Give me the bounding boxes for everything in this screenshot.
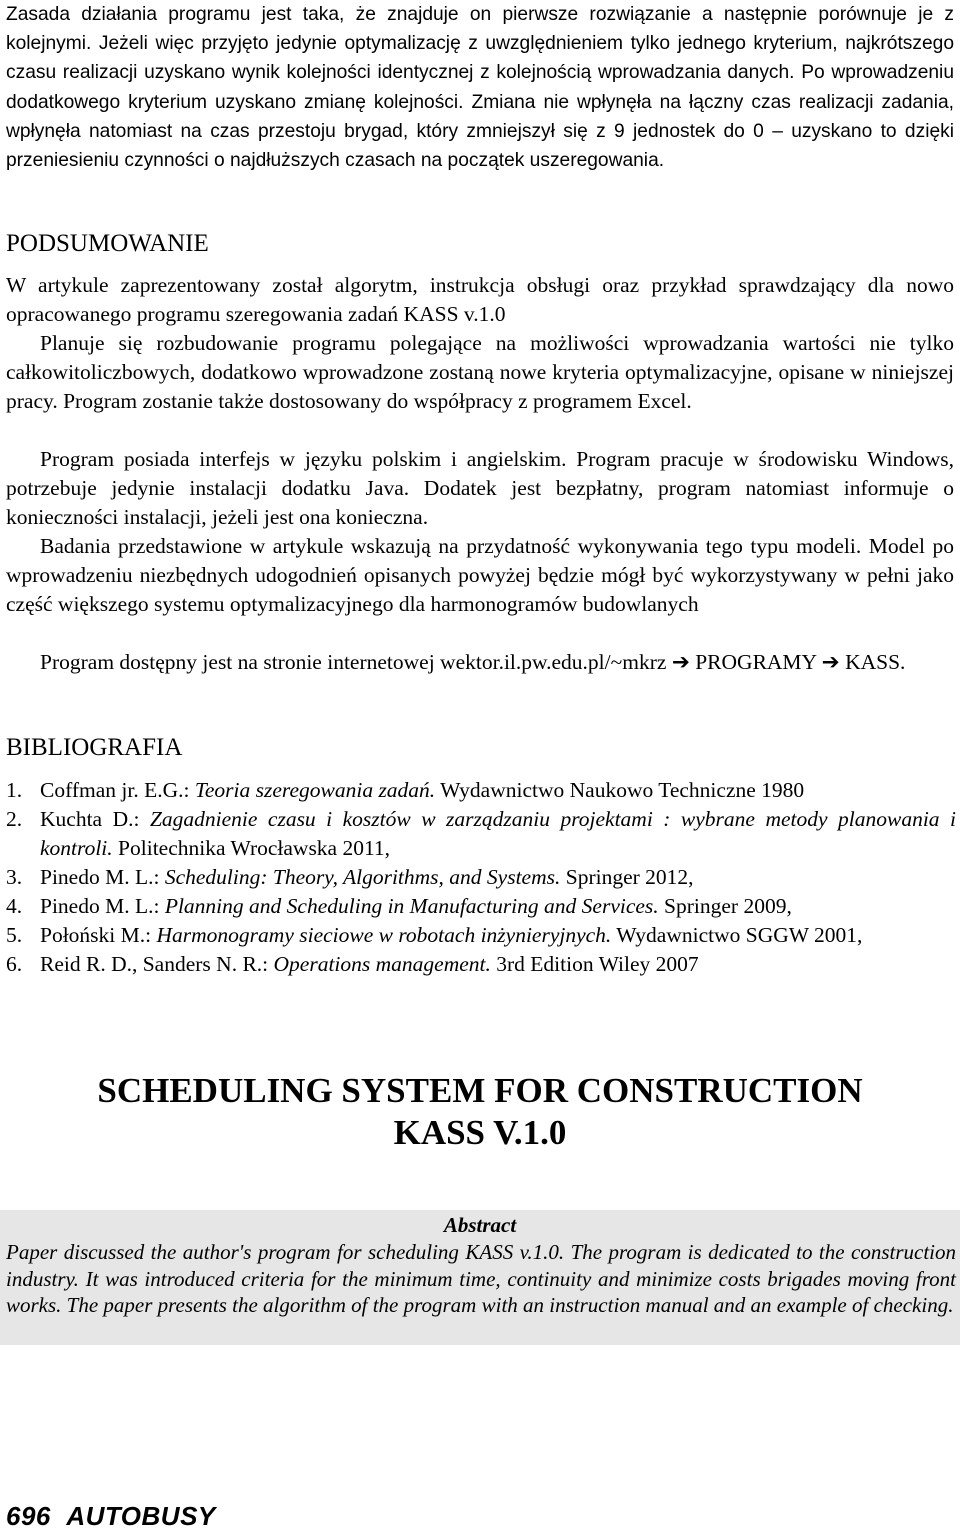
kass-text: KASS. [839, 650, 906, 674]
english-title [0, 1070, 960, 1154]
bibliography-item [6, 892, 956, 921]
bibliography-publisher: Wydawnictwo SGGW 2001, [611, 923, 863, 947]
bibliography-title: Teoria szeregowania zadań. [194, 778, 436, 802]
summary-paragraph-2: Planuje się rozbudowanie programu polegające na możliwości wprowadzania wartości nie tylko całkowitoliczbowych, dodatkowo wprowadzone zostaną nowe kryteria optymalizacyjne, opisane w niniejszej pracy. Program zostanie także dostosowany do współpracy z programem Excel. [6, 331, 954, 413]
arrow-right-icon: ➔ [671, 650, 690, 675]
bibliography-item [6, 776, 956, 805]
bibliography-title: Scheduling: Theory, Algorithms, and Systems. [164, 865, 561, 889]
bibliography-item [6, 950, 956, 979]
bibliography-heading: BIBLIOGRAFIA [6, 734, 183, 761]
abstract-text: Paper discussed the author's program for scheduling KASS v.1.0. The program is dedicated to the construction industry. It was introduced criteria for the minimum time, continuity and minimize costs brigades moving front works. The paper presents the algorithm of the program with an instruction manual and an example of checking. [6, 1240, 956, 1317]
bibliography-author: Coffman jr. E.G.: [40, 778, 195, 802]
summary-paragraph-5 [6, 648, 954, 677]
bibliography-item-number: 5. [6, 923, 23, 947]
bibliography-author: Reid R. D., Sanders N. R.: [40, 952, 274, 976]
journal-name: AUTOBUSY [66, 1501, 216, 1531]
bibliography-title: Harmonogramy sieciowe w robotach inżynieryjnych. [156, 923, 612, 947]
page-number: 696 [6, 1501, 51, 1531]
bibliography-title: Zagadnienie czasu i kosztów w zarządzaniu projektami : wybrane metody planowania i kontroli. [40, 807, 957, 860]
english-title-line-1: SCHEDULING SYSTEM FOR CONSTRUCTION [97, 1071, 863, 1110]
bibliography-publisher: Wydawnictwo Naukowo Techniczne 1980 [435, 778, 805, 802]
arrow-right-icon: ➔ [821, 650, 840, 675]
bibliography-author: Połoński M.: [40, 923, 157, 947]
intro-paragraph-text: Zasada działania programu jest taka, że znajduje on pierwsze rozwiązanie a następnie porównuje je z kolejnymi. Jeżeli więc przyjęto jedynie optymalizację z uwzględnieniem tylko jednego kryterium, najkrótszego czasu realizacji uzyskano wynik kolejności identycznej z kolejnością wprowadzania danych. Po wprowadzeniu dodatkowego kryterium uzyskano zmianę kolejności. Zmiana nie wpłynęła na łączny czas realizacji zadania, wpłynęła natomiast na czas przestoju brygad, który zmniejszył się z 9 jednostek do 0 – uzyskano to dzięki przeniesieniu czynności o najdłuższych czasach na początek uszeregowania. [6, 4, 954, 172]
bibliography-item-number: 3. [6, 865, 23, 889]
bibliography-item-number: 2. [6, 807, 23, 831]
bibliography-author: Pinedo M. L.: [40, 894, 165, 918]
bibliography-publisher: Springer 2012, [560, 865, 694, 889]
bibliography-publisher: Springer 2009, [658, 894, 792, 918]
program-url-text: Program dostępny jest na stronie internetowej wektor.il.pw.edu.pl/~mkrz [40, 650, 672, 674]
summary-heading: PODSUMOWANIE [6, 230, 209, 257]
bibliography-author: Kuchta D.: [40, 807, 150, 831]
bibliography-title: Operations management. [273, 952, 491, 976]
summary-paragraph-1: W artykule zaprezentowany został algorytm, instrukcja obsługi oraz przykład sprawdzający dla nowo opracowanego programu szeregowania zadań KASS v.1.0 [6, 273, 954, 326]
bibliography-item [6, 863, 956, 892]
summary-paragraph-3: Program posiada interfejs w języku polskim i angielskim. Program pracuje w środowisku Windows, potrzebuje jedynie instalacji dodatku Java. Dodatek jest bezpłatny, program natomiast informuje o konieczności instalacji, jeżeli jest ona konieczna. [6, 447, 954, 529]
programy-text: PROGRAMY [689, 650, 822, 674]
english-title-line-2: KASS V.1.0 [393, 1113, 567, 1152]
intro-paragraph [6, 0, 954, 175]
bibliography-item [6, 921, 956, 950]
bibliography-item-number: 6. [6, 952, 23, 976]
bibliography-item-number: 4. [6, 894, 23, 918]
page-footer [6, 1500, 216, 1532]
bibliography-publisher: 3rd Edition Wiley 2007 [490, 952, 699, 976]
abstract-heading: Abstract [443, 1213, 517, 1237]
bibliography-list [6, 776, 956, 979]
bibliography-publisher: Politechnika Wrocławska 2011, [112, 836, 391, 860]
bibliography-title: Planning and Scheduling in Manufacturing and Services. [164, 894, 659, 918]
bibliography-author: Pinedo M. L.: [40, 865, 165, 889]
bibliography-item [6, 805, 956, 863]
bibliography-item-number: 1. [6, 778, 23, 802]
summary-paragraph-4: Badania przedstawione w artykule wskazują na przydatność wykonywania tego typu modeli. Model po wprowadzeniu niezbędnych udogodnień opisanych powyżej będzie mógł być wykorzystywany w pełni jako część większego systemu optymalizacyjnego dla harmonogramów budowlanych [6, 534, 954, 616]
